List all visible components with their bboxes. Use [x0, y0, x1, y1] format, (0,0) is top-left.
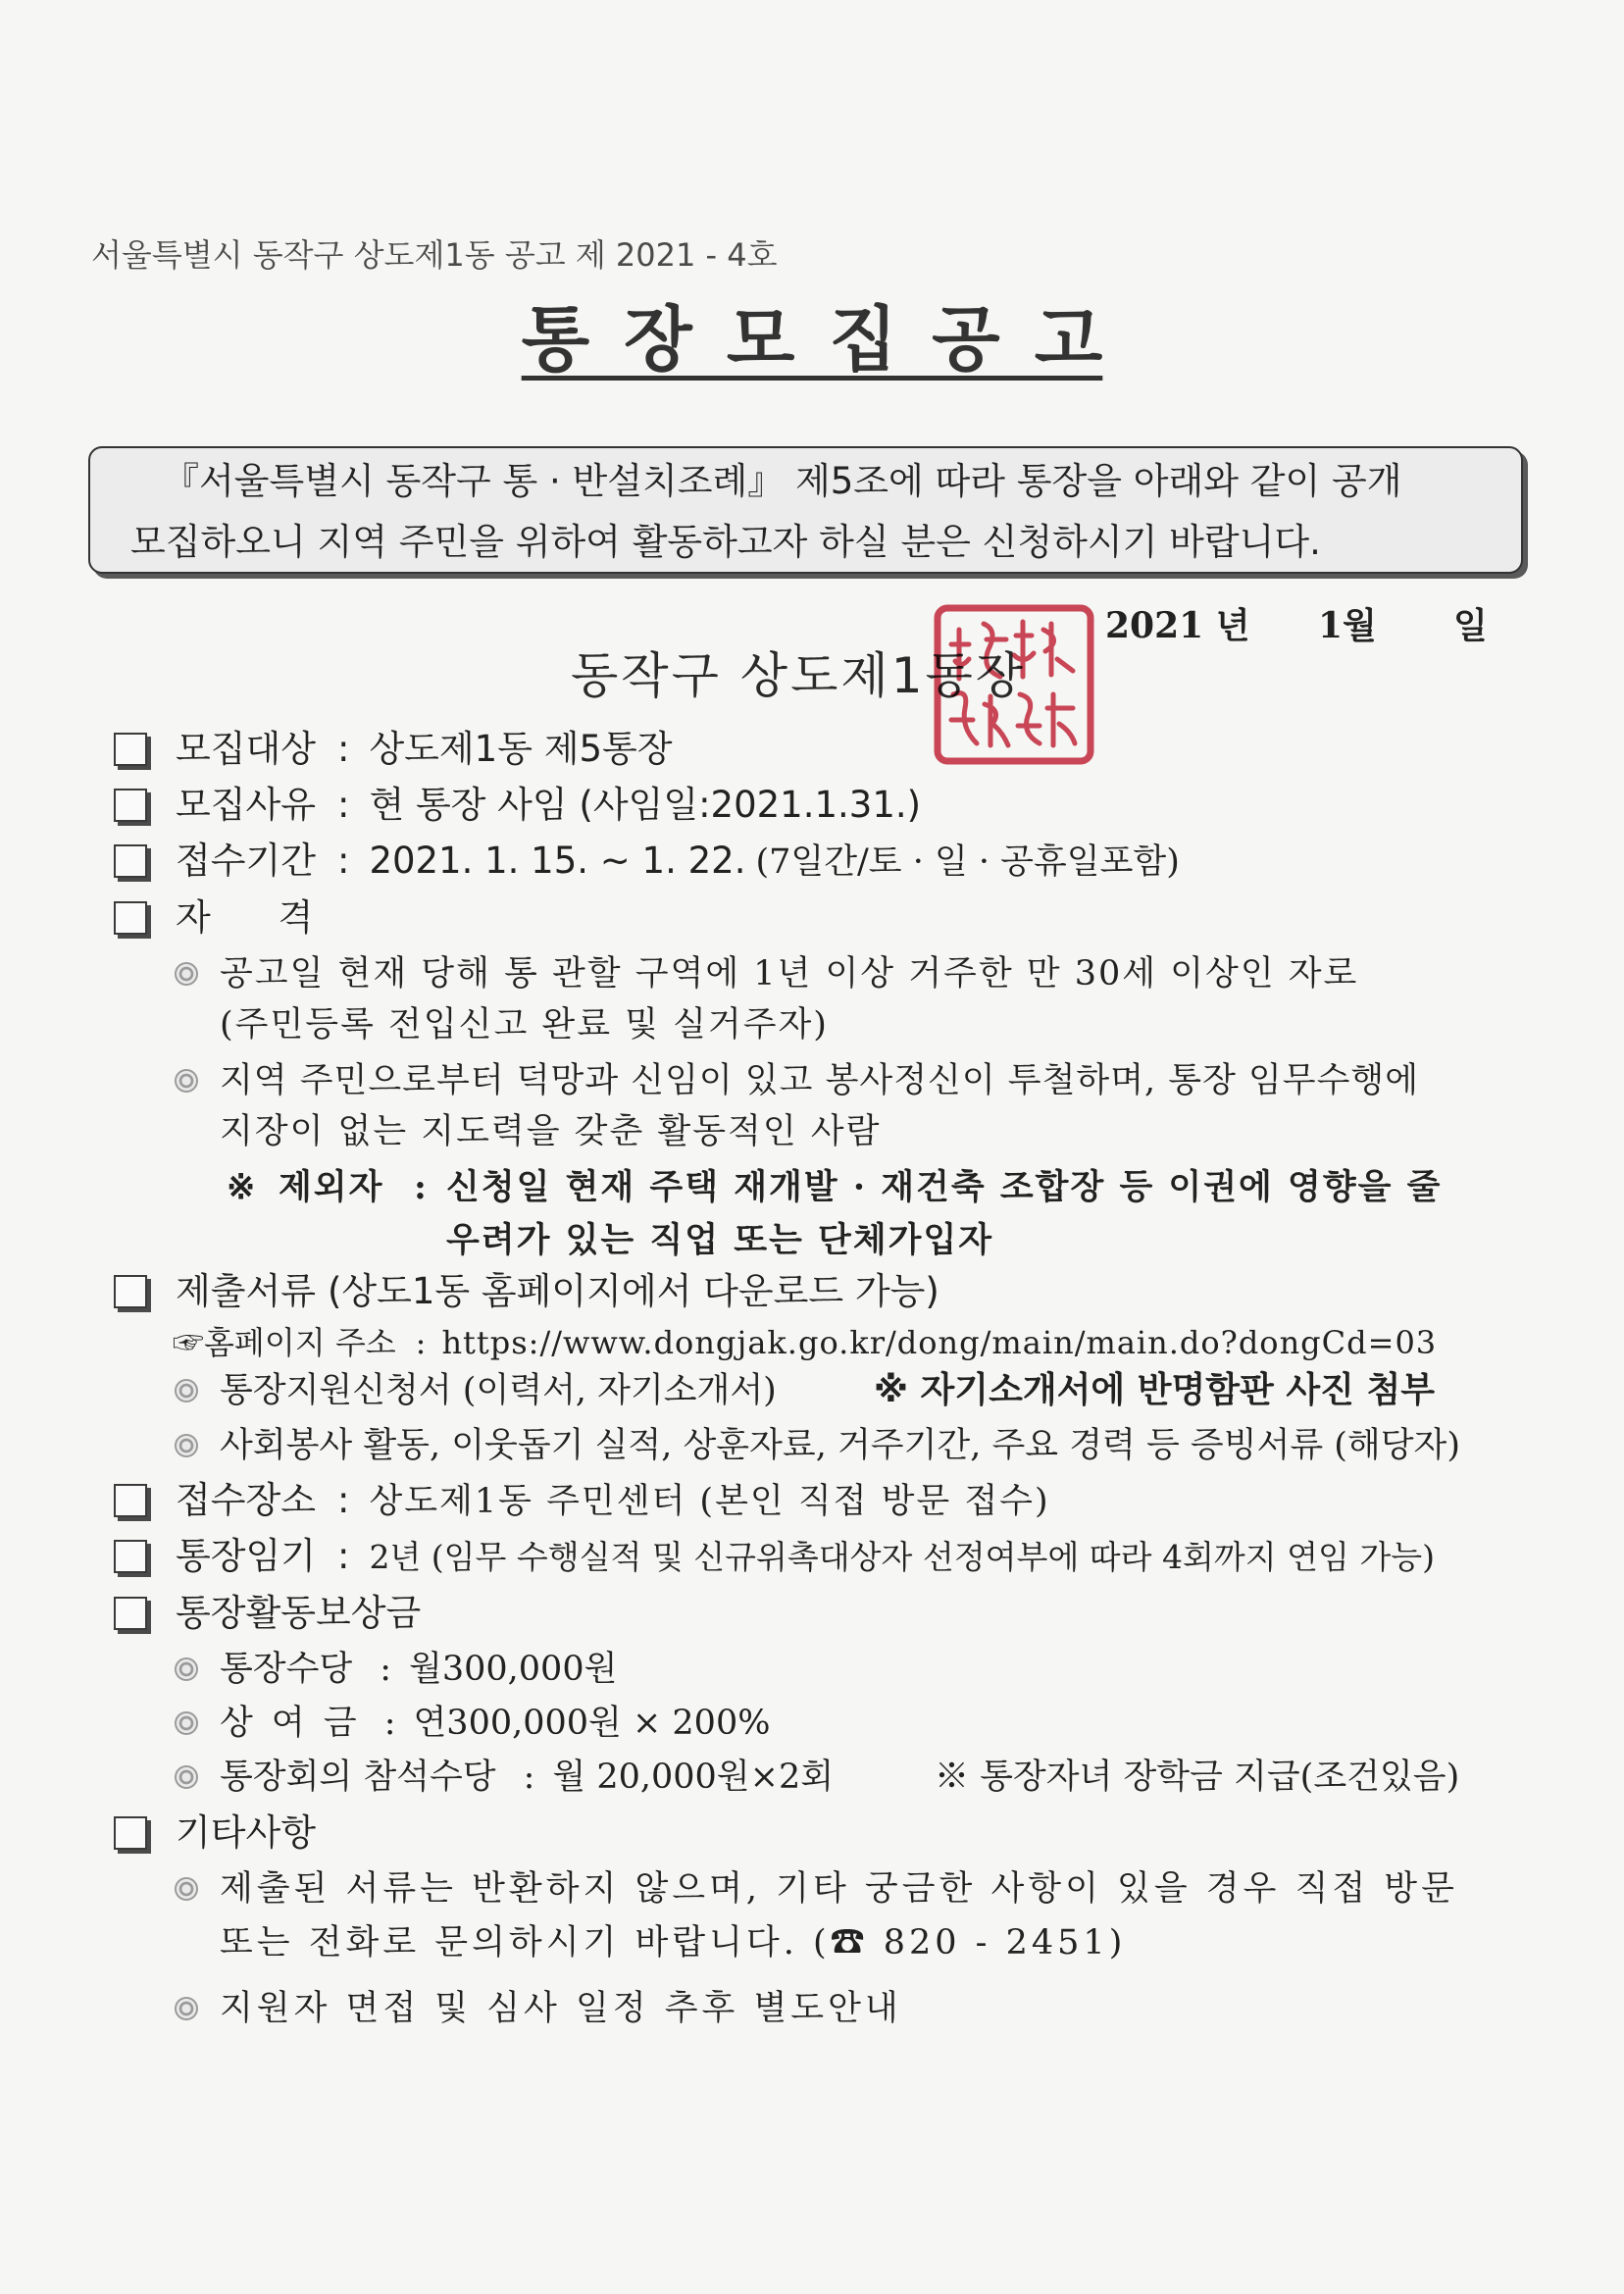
- qualification-bullet-1-line-2: (주민등록 전입신고 완료 및 실거주자): [220, 1005, 829, 1045]
- compensation-label: 통장활동보상금: [176, 1592, 422, 1634]
- homepage-url: https://www.dongjak.go.kr/dong/main/main.do?dongCd=03: [441, 1324, 1438, 1361]
- circle-bullet-icon: [175, 1434, 198, 1457]
- intro-box: [88, 446, 1523, 574]
- compensation-allowance: [220, 1649, 617, 1690]
- date-day: 일: [1453, 605, 1488, 646]
- exclusion-label: 제외자: [279, 1167, 384, 1207]
- qualification-bullet-2-line-2: 지장이 없는 지도력을 갖춘 활동적인 사람: [220, 1112, 882, 1151]
- checkbox-icon: [114, 1484, 147, 1517]
- circle-bullet-icon: [175, 1711, 198, 1735]
- allowance-label: 통장수당: [220, 1650, 353, 1689]
- meeting-note: ※ 통장자녀 장학금 지급(조건있음): [935, 1758, 1460, 1797]
- date-year: 2021 년: [1105, 605, 1250, 646]
- circle-bullet-icon: [175, 1765, 198, 1789]
- page-title: 통 장 모 집 공 고: [521, 298, 1103, 381]
- intro-line-1: 『서울특별시 동작구 통 · 반설치조례』 제5조에 따라 통장을 아래와 같이 공개: [163, 460, 1402, 502]
- checkbox-icon: [114, 1816, 147, 1850]
- checkbox-icon: [114, 1275, 147, 1308]
- etc-label: 기타사항: [176, 1811, 316, 1854]
- circle-bullet-icon: [175, 1379, 198, 1402]
- checkbox-icon: [114, 733, 147, 766]
- meeting-label: 통장회의 참석수당: [220, 1758, 496, 1797]
- reason-value: 현 통장 사임 (사임일:2021.1.31.): [369, 784, 922, 826]
- term-row: [176, 1535, 1435, 1578]
- issuer: 동작구 상도제1동장: [571, 647, 1027, 704]
- period-value: 2021. 1. 15. ~ 1. 22.: [369, 840, 746, 882]
- documents-bullet-2: 사회봉사 활동, 이웃돕기 실적, 상훈자료, 거주기간, 주요 경력 등 증빙서류 (해당자): [220, 1426, 1460, 1465]
- meeting-value: 월 20,000원×2회: [552, 1758, 835, 1797]
- intro-line-2: 모집하오니 지역 주민을 위하여 활동하고자 하실 분은 신청하시기 바랍니다.: [130, 521, 1321, 563]
- circle-bullet-icon: [175, 1069, 198, 1093]
- place-row: [176, 1479, 1050, 1522]
- allowance-colon: :: [380, 1650, 392, 1689]
- period-note: (7일간/토 · 일 · 공휴일포함): [755, 842, 1180, 882]
- date-month: 1월: [1318, 605, 1377, 646]
- bonus-label: 상 여 금: [220, 1704, 357, 1743]
- target-value: 상도제1동 제5통장: [369, 728, 673, 770]
- official-seal: [930, 600, 1098, 769]
- reason-colon: :: [336, 784, 350, 826]
- target-label: 모집대상: [176, 728, 316, 770]
- exclusion-line-2: 우려가 있는 직업 또는 단체가입자: [446, 1220, 994, 1260]
- etc-bullet-1-line-1: 제출된 서류는 반환하지 않으며, 기타 궁금한 사항이 있을 경우 직접 방문: [220, 1869, 1458, 1909]
- etc-bullet-2: 지원자 면접 및 심사 일정 추후 별도안내: [220, 1989, 902, 2028]
- qualification-label: 자 격: [176, 896, 314, 939]
- term-value: 2년 (임무 수행실적 및 신규위촉대상자 선정여부에 따라 4회까지 연임 가능): [369, 1538, 1436, 1576]
- documents-label: 제출서류: [176, 1270, 316, 1312]
- exclusion-line-1: 신청일 현재 주택 재개발 · 재건축 조합장 등 이권에 영향을 줄: [446, 1167, 1443, 1207]
- checkbox-icon: [114, 844, 147, 878]
- circle-bullet-icon: [175, 1657, 198, 1681]
- period-row: [176, 840, 1180, 883]
- period-colon: :: [336, 840, 350, 882]
- circle-bullet-icon: [175, 1877, 198, 1901]
- documents-note: (상도1동 홈페이지에서 다운로드 가능): [327, 1270, 939, 1312]
- reason-label: 모집사유: [176, 784, 316, 826]
- etc-bullet-1-line-2: 또는 전화로 문의하시기 바랍니다. (☎ 820 - 2451): [220, 1923, 1127, 1963]
- place-value: 상도제1동 주민센터 (본인 직접 방문 접수): [369, 1482, 1050, 1521]
- allowance-value: 월300,000원: [409, 1650, 618, 1689]
- meeting-colon: :: [523, 1758, 535, 1797]
- reason-row: [176, 784, 921, 827]
- checkbox-icon: [114, 1597, 147, 1630]
- circle-bullet-icon: [175, 962, 198, 986]
- homepage-prefix: ☞홈페이지 주소: [173, 1324, 396, 1361]
- compensation-bonus: [220, 1703, 770, 1744]
- target-row: [176, 728, 672, 771]
- checkbox-icon: [114, 901, 147, 935]
- bonus-value: 연300,000원 × 200%: [413, 1704, 771, 1743]
- place-label: 접수장소: [176, 1479, 316, 1521]
- checkbox-icon: [114, 1540, 147, 1573]
- compensation-meeting: [220, 1757, 834, 1798]
- qualification-bullet-1-line-1: 공고일 현재 당해 통 관할 구역에 1년 이상 거주한 만 30세 이상인 자로: [220, 954, 1359, 994]
- qualification-bullet-2-line-1: 지역 주민으로부터 덕망과 신임이 있고 봉사정신이 투철하며, 통장 임무수행에: [220, 1061, 1420, 1100]
- target-colon: :: [336, 728, 350, 770]
- period-label: 접수기간: [176, 840, 316, 882]
- homepage-colon: :: [415, 1324, 427, 1361]
- checkbox-icon: [114, 789, 147, 822]
- documents-row: [176, 1270, 939, 1313]
- notice-number: 서울특별시 동작구 상도제1동 공고 제 2021 - 4호: [91, 236, 778, 274]
- circle-bullet-icon: [175, 1997, 198, 2020]
- bonus-colon: :: [383, 1704, 396, 1743]
- term-label: 통장임기: [176, 1535, 316, 1577]
- documents-bullet-1-note: ※ 자기소개서에 반명함판 사진 첨부: [874, 1370, 1435, 1410]
- homepage-row: [173, 1324, 1437, 1361]
- term-colon: :: [336, 1535, 350, 1577]
- place-colon: :: [336, 1479, 350, 1521]
- exclusion-mark: ※: [227, 1167, 258, 1207]
- exclusion-colon: :: [414, 1167, 429, 1207]
- documents-bullet-1: 통장지원신청서 (이력서, 자기소개서): [220, 1371, 777, 1410]
